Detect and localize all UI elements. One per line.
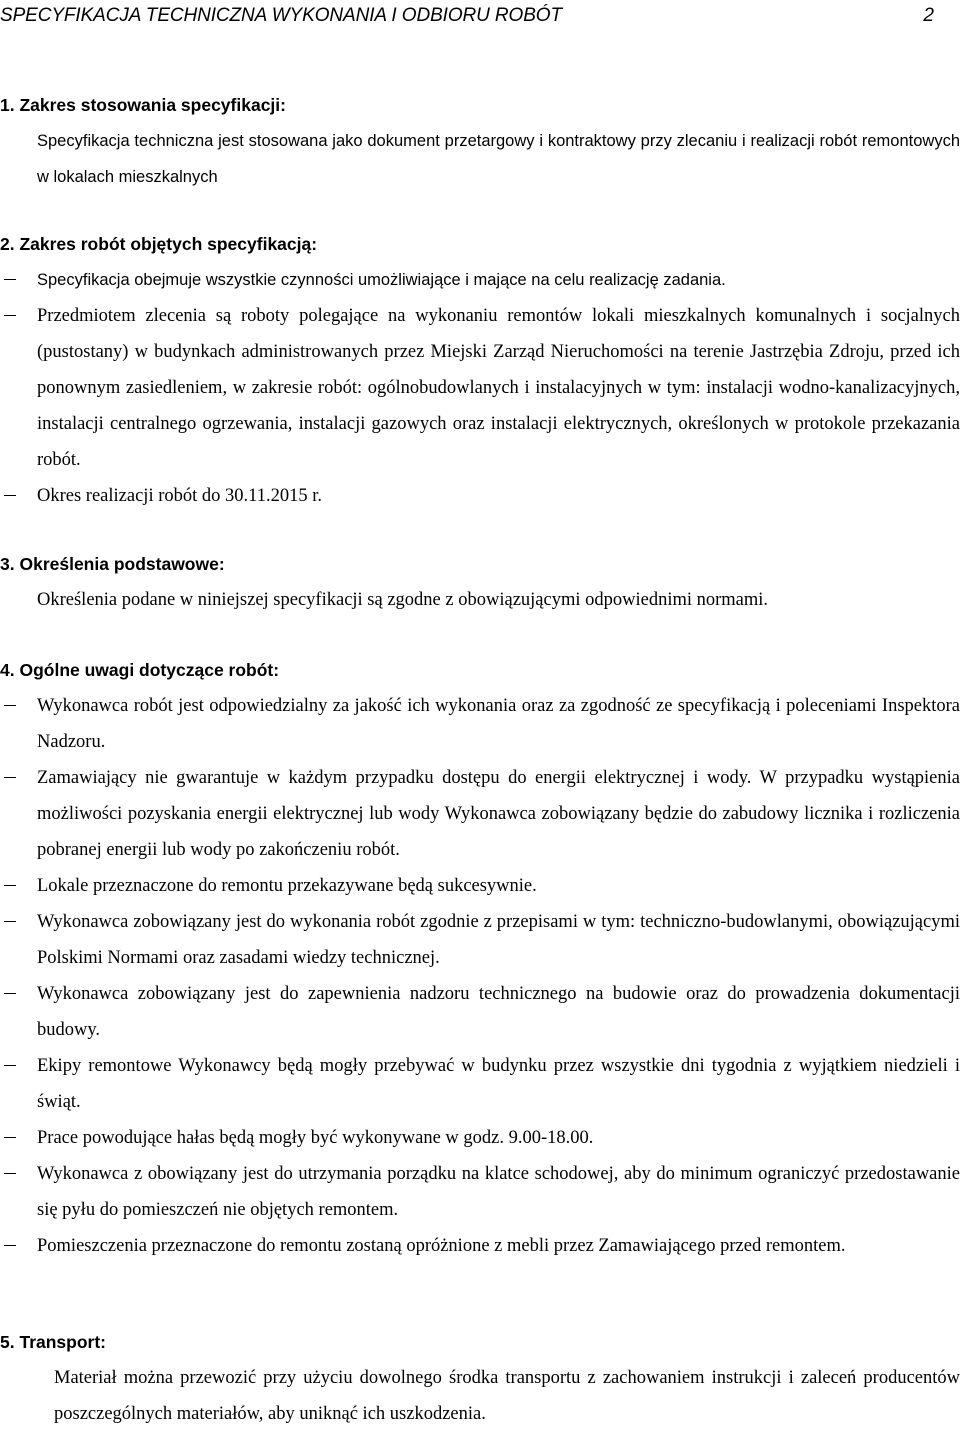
section-3-heading [0,546,960,582]
section-3-heading-number: 3. [0,554,20,574]
section-4-heading [0,652,960,688]
page-number: 2 [923,5,934,26]
section-2-heading: 2. Zakres robót objętych specyfikacją: [0,234,318,254]
list-item: Wykonawca robót jest odpowiedzialny za jakość ich wykonania oraz za zgodność ze specyfikacją i poleceniami Inspektora Nadzoru. [0,688,960,760]
section-2 [0,226,960,514]
list-item: Wykonawca z obowiązany jest do utrzymania porządku na klatce schodowej, aby do minimum ograniczyć przedostawanie się pyłu do pomieszczeń nie objętych remontem. [0,1156,960,1228]
section-4-heading-number: 4. [0,660,20,680]
list-item: Prace powodujące hałas będą mogły być wykonywane w godz. 9.00-18.00. [0,1120,960,1156]
section-5 [0,1324,960,1432]
list-item: Lokale przeznaczone do remontu przekazywane będą sukcesywnie. [0,868,960,904]
section-1-text: Specyfikacja techniczna jest stosowana jako dokument przetargowy i kontraktowy przy zlecaniu i realizacji robót remontowych w lokalach mieszkalnych [37,132,960,186]
section-1 [0,87,960,195]
page-header [0,5,960,29]
section-1-heading: 1. Zakres stosowania specyfikacji: [0,95,286,115]
list-item: Przedmiotem zlecenia są roboty polegające na wykonaniu remontów lokali mieszkalnych komunalnych i socjalnych (pustostany) w budynkach administrowanych przez Miejski Zarząd Nieruchomości na terenie Jastrzębia Zdroju, przed ich ponownym zasiedleniem, w zakresie robót: ogólnobudowlanych i instalacyjnych w tym: instalacji wodno-kanalizacyjnych, instalacji centralnego ogrzewania, instalacji gazowych oraz instalacji elektrycznych, określonych w protokole przekazania robót. [0,298,960,478]
list-item: Wykonawca zobowiązany jest do zapewnienia nadzoru technicznego na budowie oraz do prowadzenia dokumentacji budowy. [0,976,960,1048]
section-4-heading-text: Ogólne uwagi dotyczące robót: [19,660,280,680]
list-item: Wykonawca zobowiązany jest do wykonania robót zgodnie z przepisami w tym: techniczno-budowlanymi, obowiązującymi Polskimi Normami oraz zasadami wiedzy technicznej. [0,904,960,976]
list-item: Okres realizacji robót do 30.11.2015 r. [0,478,960,514]
section-3-text: Określenia podane w niniejszej specyfikacji są zgodne z obowiązującymi odpowiednimi normami. [37,590,769,610]
section-5-heading-text: Transport: [19,1332,107,1352]
section-5-heading-number: 5. [0,1332,20,1352]
section-3 [0,546,960,618]
section-3-heading-text: Określenia podstawowe: [19,554,225,574]
list-item: Pomieszczenia przeznaczone do remontu zostaną opróżnione z mebli przez Zamawiającego przed remontem. [0,1228,960,1264]
section-4 [0,652,960,1264]
list-item: Zamawiający nie gwarantuje w każdym przypadku dostępu do energii elektrycznej i wody. W przypadku wystąpienia możliwości pozyskania energii elektrycznej lub wody Wykonawca zobowiązany będzie do zabudowy licznika i rozliczenia pobranej energii lub wody po zakończeniu robót. [0,760,960,868]
list-item: Specyfikacja obejmuje wszystkie czynności umożliwiające i mające na celu realizację zadania. [0,262,960,298]
document-title: SPECYFIKACJA TECHNICZNA WYKONANIA I ODBIORU ROBÓT [0,5,562,26]
section-5-heading [0,1324,960,1360]
section-5-text: Materiał można przewozić przy użyciu dowolnego środka transportu z zachowaniem instrukcji i zaleceń producentów poszczególnych materiałów, aby uniknąć ich uszkodzenia. [54,1368,960,1424]
list-item: Ekipy remontowe Wykonawcy będą mogły przebywać w budynku przez wszystkie dni tygodnia z wyjątkiem niedzieli i świąt. [0,1048,960,1120]
